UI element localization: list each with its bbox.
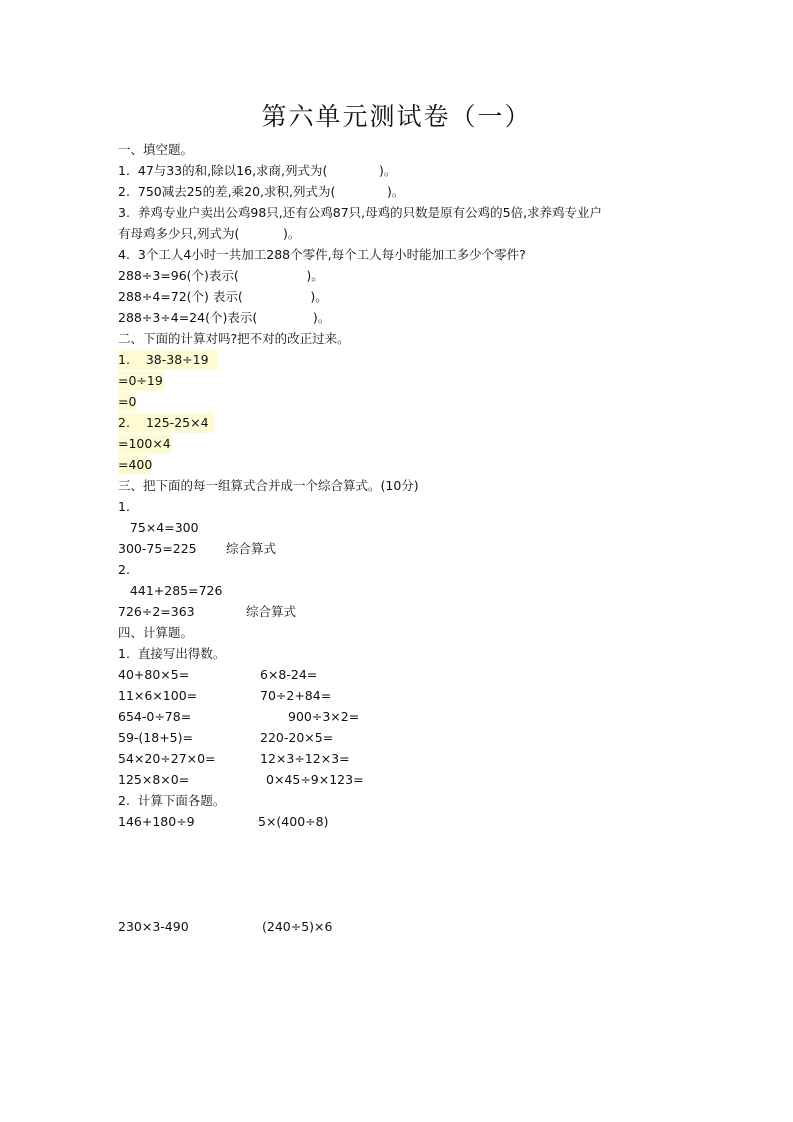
group-3-2-line1: 441+285=726 <box>118 583 223 598</box>
group-3-2-combined-label: 综合算式 <box>246 604 297 619</box>
problem-2-2-line1: 2. 125-25×4 <box>118 415 209 430</box>
group-3-1-number: 1. <box>118 499 130 514</box>
problem-2-1-line3: =0 <box>118 394 137 409</box>
section3-heading: 三、把下面的每一组算式合并成一个综合算式。(10分) <box>118 478 419 493</box>
question-1-4-c: 288÷3÷4=24(个)表示( )。 <box>118 310 331 325</box>
oral-calc-left: 11×6×100= <box>118 688 198 703</box>
problem-2-2-line3: =400 <box>118 457 153 472</box>
oral-calc-left: 59-(18+5)= <box>118 730 193 745</box>
problem-2-1-line1: 1. 38-38÷19 <box>118 352 209 367</box>
section1-heading: 一、填空题。 <box>118 142 194 157</box>
problem-2-1-line2: =0÷19 <box>118 373 163 388</box>
question-1-4-b: 288÷4=72(个) 表示( )。 <box>118 289 328 304</box>
oral-calc-right: 220-20×5= <box>260 730 334 745</box>
group-3-2-line2: 726÷2=363 <box>118 604 195 619</box>
group-3-1-line2: 300-75=225 <box>118 541 197 556</box>
question-1-4: 4. 3个工人4小时一共加工288个零件,每个工人每小时能加工多少个零件? <box>118 247 526 262</box>
oral-calc-left: 654-0÷78= <box>118 709 192 724</box>
group-3-1-combined-label: 综合算式 <box>226 541 277 556</box>
oral-calc-right: 12×3÷12×3= <box>260 751 350 766</box>
page-title: 第六单元测试卷（一） <box>261 102 532 131</box>
oral-calc-left: 40+80×5= <box>118 667 190 682</box>
oral-calc-right: 70÷2+84= <box>260 688 332 703</box>
calc-problem-right: (240÷5)×6 <box>262 919 333 934</box>
group-3-1-line1: 75×4=300 <box>118 520 199 535</box>
question-1-2: 2. 750减去25的差,乘20,求积,列式为( )。 <box>118 184 405 199</box>
calc-problem-right: 5×(400÷8) <box>258 814 329 829</box>
section2-heading: 二、下面的计算对吗?把不对的改正过来。 <box>118 331 350 346</box>
section4-sub1: 1. 直接写出得数。 <box>118 646 226 661</box>
calc-problem-left: 146+180÷9 <box>118 814 195 829</box>
calc-problem-left: 230×3-490 <box>118 919 189 934</box>
group-3-2-number: 2. <box>118 562 130 577</box>
oral-calc-right: 0×45÷9×123= <box>266 772 364 787</box>
oral-calc-left: 54×20÷27×0= <box>118 751 216 766</box>
question-1-4-a: 288÷3=96(个)表示( )。 <box>118 268 324 283</box>
section4-sub2: 2. 计算下面各题。 <box>118 793 226 808</box>
oral-calc-left: 125×8×0= <box>118 772 190 787</box>
oral-calc-right: 6×8-24= <box>260 667 318 682</box>
question-1-3-line2: 有母鸡多少只,列式为( )。 <box>118 226 301 241</box>
question-1-3-line1: 3. 养鸡专业户卖出公鸡98只,还有公鸡87只,母鸡的只数是原有公鸡的5倍,求养鸡专业户 <box>118 205 603 220</box>
section4-heading: 四、计算题。 <box>118 625 194 640</box>
question-1-1: 1. 47与33的和,除以16,求商,列式为( )。 <box>118 163 397 178</box>
oral-calc-right: 900÷3×2= <box>288 709 360 724</box>
problem-2-2-line2: =100×4 <box>118 436 171 451</box>
